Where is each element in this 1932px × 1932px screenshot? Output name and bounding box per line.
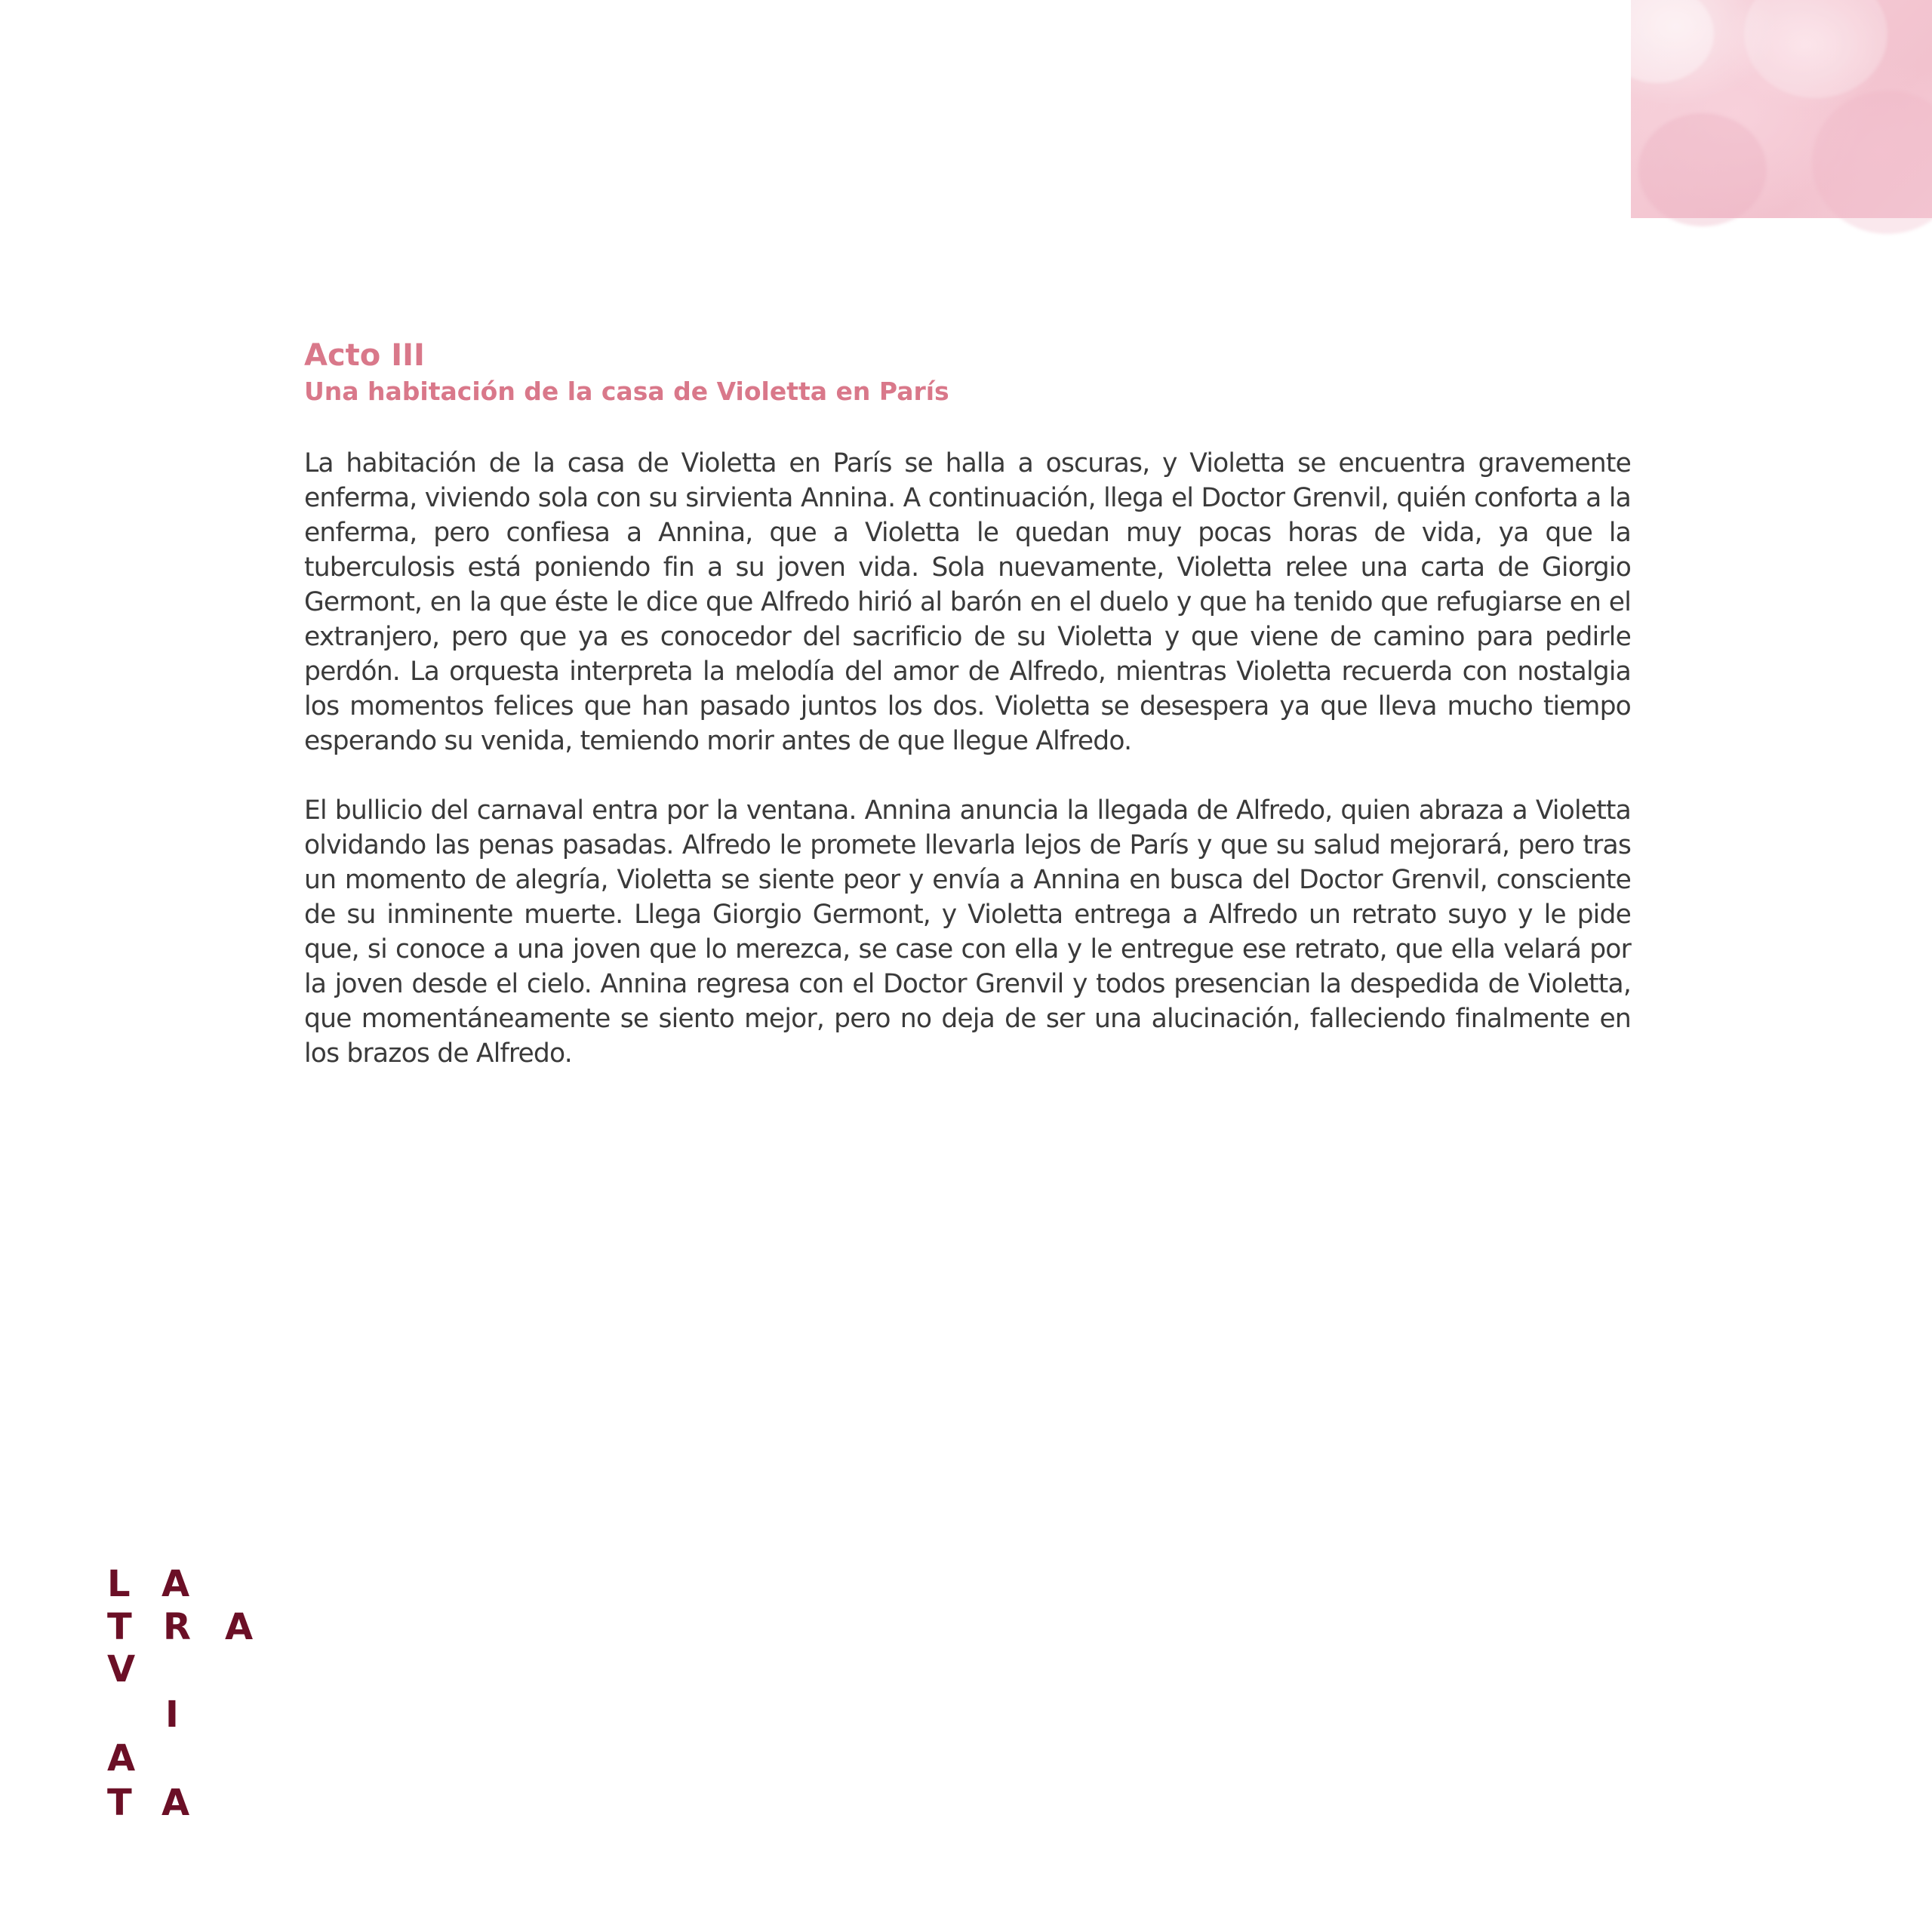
logo-letter: I [165,1694,179,1736]
logo-letter: T [107,1782,132,1824]
logo-letter: A [107,1737,136,1780]
logo-letter: A [162,1563,190,1605]
act-subtitle: Una habitación de la casa de Violetta en París [304,377,949,406]
logo-letter: A [225,1606,254,1648]
act-title: Acto III [304,338,425,373]
synopsis-paragraph-1: La habitación de la casa de Violetta en París se halla a oscuras, y Violetta se encuentra gravemente enferma, viviendo sola con su sirvienta Annina. A continuación, llega el Doctor Grenvil, quién conforta a la enferma, pero confiesa a Annina, que a Violetta le quedan muy pocas horas de vida, ya que la tuberculosis está poniendo fin a su joven vida. Sola nuevamente, Violetta relee una carta de Giorgio Germont, en la que éste le dice que Alfredo hirió al barón en el duelo y que ha tenido que refugiarse en el extranjero, pero que ya es conocedor del sacrificio de su Violetta y que viene de camino para pedirle perdón. La orquesta interpreta la melodía del amor de Alfredo, mientras Violetta recuerda con nostalgia los momentos felices que han pasado juntos los dos. Violetta se desespera ya que lleva mucho tiempo esperando su venida, temiendo morir antes de que llegue Alfredo. [304,448,1631,756]
petal-shape [1638,113,1767,226]
logo-letter: R [163,1606,191,1648]
synopsis-paragraph-2: El bullicio del carnaval entra por la ventana. Annina anuncia la llegada de Alfredo, quien abraza a Violetta olvidando las penas pasadas. Alfredo le promete llevarla lejos de París y que su salud mejorará, pero tras un momento de alegría, Violetta se siente peor y envía a Annina en busca del Doctor Grenvil, consciente de su inminente muerte. Llega Giorgio Germont, y Violetta entrega a Alfredo un retrato suyo y le pide que, si conoce a una joven que lo merezca, se case con ella y le entregue ese retrato, que ella velará por la joven desde el cielo. Annina regresa con el Doctor Grenvil y todos presencian la despedida de Violetta, que momentáneamente se siento mejor, pero no deja de ser una alucinación, falleciendo finalmente en los brazos de Alfredo. [304,795,1631,1069]
petal-shape [1744,0,1887,98]
logo-letter: T [107,1606,132,1648]
decorative-petal-image [1631,0,1932,218]
petal-shape [1812,91,1932,234]
logo-letter: V [107,1648,136,1690]
la-traviata-logo [101,1562,282,1834]
petal-shape [1601,0,1714,83]
logo-letter: A [162,1782,190,1824]
synopsis-section [304,336,1631,1106]
logo-letter: L [107,1563,131,1605]
